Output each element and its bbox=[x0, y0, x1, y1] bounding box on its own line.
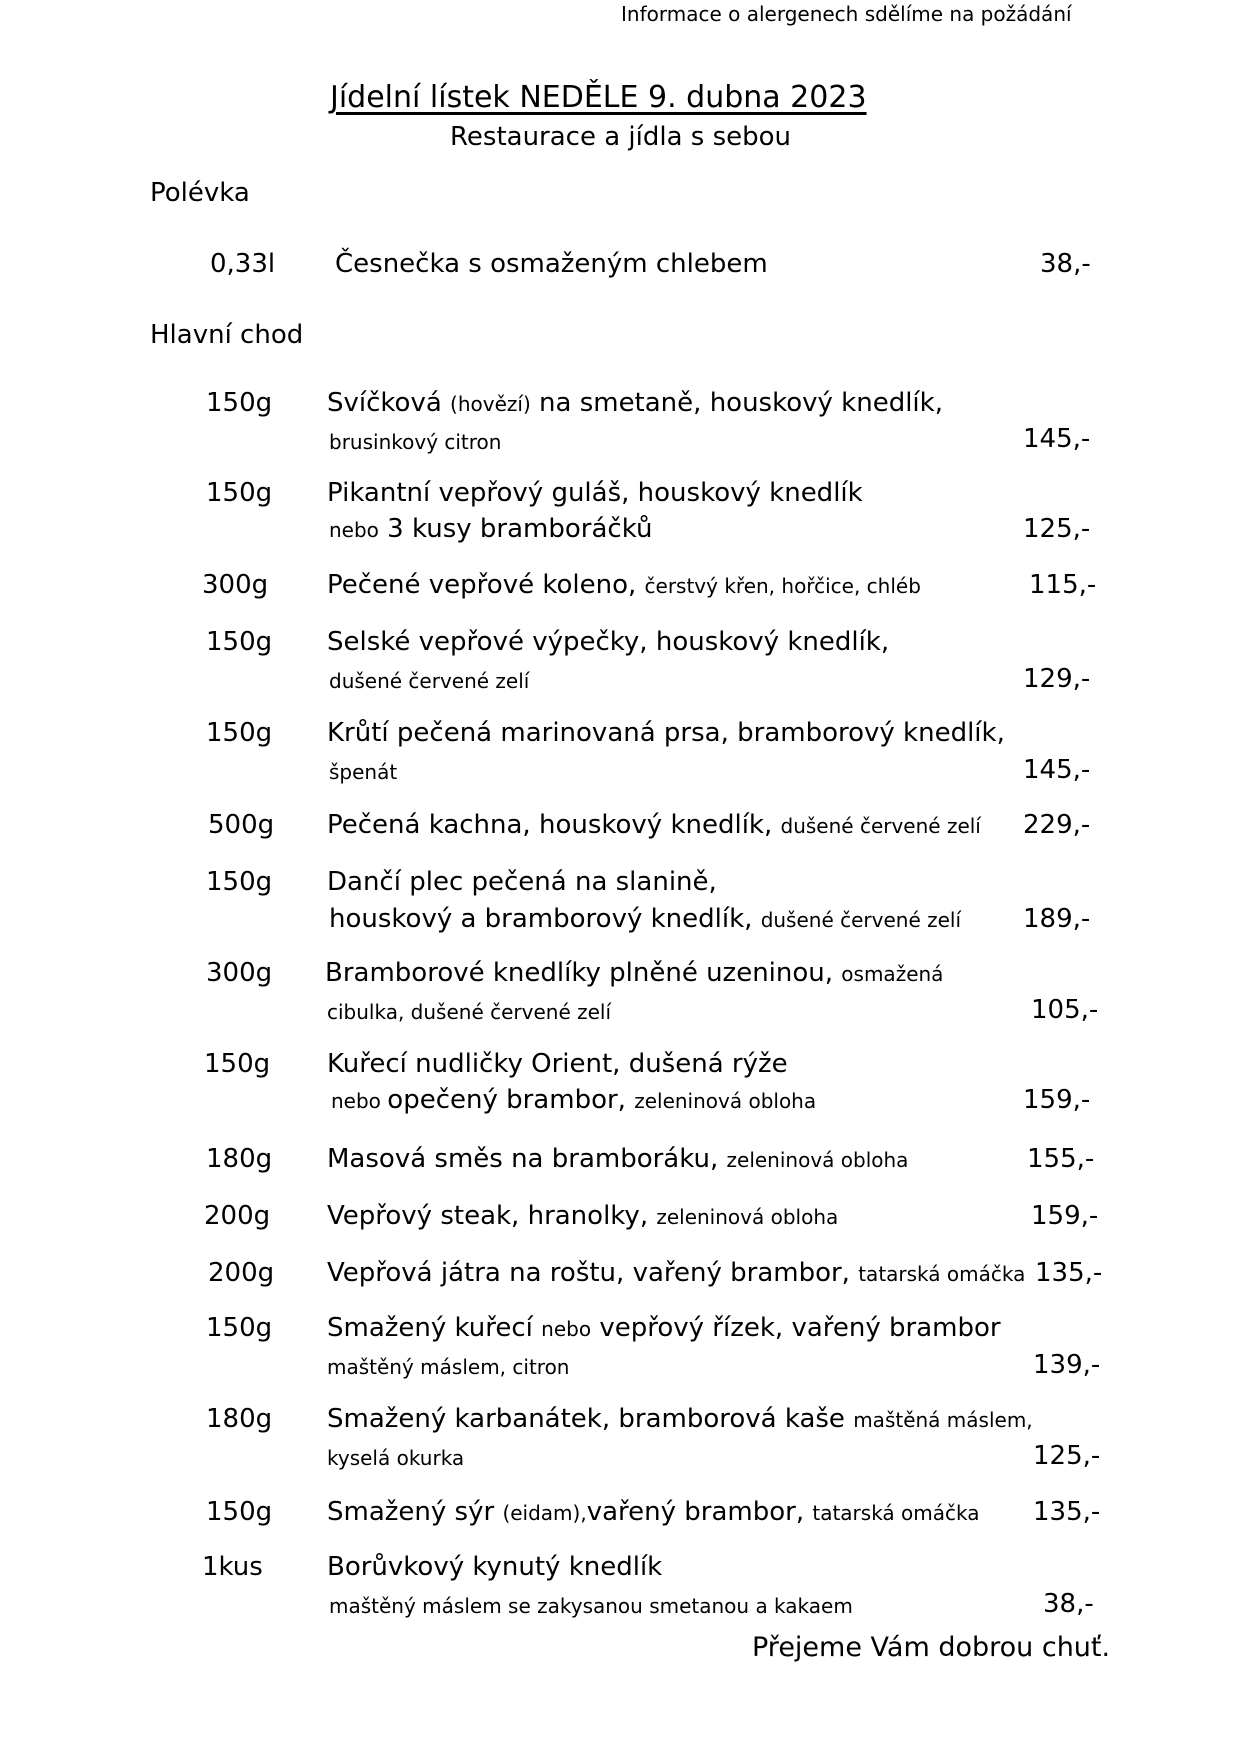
item-price: 145,- bbox=[1023, 424, 1091, 454]
item-line-1: Pikantní vepřový guláš, houskový knedlík bbox=[327, 478, 863, 508]
item-line-1: Bramborové knedlíky plněné uzeninou, osmažená bbox=[325, 958, 944, 988]
item-weight: 200g bbox=[204, 1201, 271, 1231]
item-line-2: dušené červené zelí bbox=[329, 669, 530, 693]
item-line-1: Smažený sýr (eidam),vařený brambor, tatarská omáčka bbox=[327, 1497, 980, 1527]
item-price: 155,- bbox=[1027, 1144, 1095, 1174]
item-line-1: Svíčková (hovězí) na smetaně, houskový knedlík, bbox=[327, 388, 943, 418]
item-weight: 200g bbox=[208, 1258, 275, 1288]
item-price: 189,- bbox=[1023, 904, 1091, 934]
item-weight: 150g bbox=[206, 388, 273, 418]
item-price: 129,- bbox=[1023, 664, 1091, 694]
item-line-2: nebo 3 kusy bramboráčků bbox=[329, 514, 653, 544]
item-weight: 1kus bbox=[202, 1552, 263, 1582]
item-weight: 300g bbox=[202, 570, 269, 600]
item-line-2: maštěný máslem, citron bbox=[327, 1355, 570, 1379]
section-main-heading: Hlavní chod bbox=[150, 320, 304, 350]
item-line-1: Masová směs na bramboráku, zeleninová obloha bbox=[327, 1144, 909, 1174]
item-weight: 150g bbox=[204, 1049, 271, 1079]
section-soup-heading: Polévka bbox=[150, 178, 250, 208]
item-price: 125,- bbox=[1023, 514, 1091, 544]
item-weight: 180g bbox=[206, 1404, 273, 1434]
item-name: Česnečka s osmaženým chlebem bbox=[335, 249, 768, 279]
item-line-2: brusinkový citron bbox=[329, 430, 502, 454]
item-weight: 300g bbox=[206, 958, 273, 988]
item-price: 159,- bbox=[1023, 1085, 1091, 1115]
item-price: 145,- bbox=[1023, 755, 1091, 785]
item-price: 135,- bbox=[1033, 1497, 1101, 1527]
item-price: 105,- bbox=[1031, 995, 1099, 1025]
item-weight: 150g bbox=[206, 1313, 273, 1343]
item-price: 38,- bbox=[1043, 1589, 1094, 1619]
item-line-2: houskový a bramborový knedlík, dušené červené zelí bbox=[329, 904, 962, 934]
item-price: 115,- bbox=[1029, 570, 1097, 600]
item-line-1: Selské vepřové výpečky, houskový knedlík, bbox=[327, 627, 890, 657]
item-line-1: Krůtí pečená marinovaná prsa, bramborový knedlík, bbox=[327, 718, 1005, 748]
item-line-2: kyselá okurka bbox=[327, 1446, 465, 1470]
item-line-2: špenát bbox=[329, 760, 398, 784]
menu-subtitle: Restaurace a jídla s sebou bbox=[450, 122, 792, 152]
item-weight: 150g bbox=[206, 1497, 273, 1527]
item-line-1: Pečená kachna, houskový knedlík, dušené červené zelí bbox=[327, 810, 981, 840]
item-weight: 150g bbox=[206, 478, 273, 508]
item-line-2: cibulka, dušené červené zelí bbox=[327, 1000, 612, 1024]
item-weight: 0,33l bbox=[210, 249, 276, 279]
closing-wish: Přejeme Vám dobrou chuť. bbox=[752, 1632, 1111, 1663]
item-weight: 150g bbox=[206, 867, 273, 897]
item-line-2: nebo opečený brambor, zeleninová obloha bbox=[331, 1085, 817, 1115]
item-line-1: Kuřecí nudličky Orient, dušená rýže bbox=[327, 1049, 788, 1079]
item-line-1: Vepřový steak, hranolky, zeleninová obloha bbox=[327, 1201, 839, 1231]
item-line-1: Dančí plec pečená na slanině, bbox=[327, 867, 717, 897]
item-line-1: Pečené vepřové koleno, čerstvý křen, hořčice, chléb bbox=[327, 570, 921, 600]
item-line-2: maštěný máslem se zakysanou smetanou a kakaem bbox=[329, 1594, 853, 1618]
item-price: 125,- bbox=[1033, 1441, 1101, 1471]
item-line-1: Vepřová játra na roštu, vařený brambor, tatarská omáčka bbox=[327, 1258, 1026, 1288]
item-weight: 180g bbox=[206, 1144, 273, 1174]
item-line-1: Borůvkový kynutý knedlík bbox=[327, 1552, 663, 1582]
item-price: 38,- bbox=[1040, 249, 1091, 279]
item-line-1: Smažený kuřecí nebo vepřový řízek, vařený brambor bbox=[327, 1313, 1001, 1343]
item-line-1: Smažený karbanátek, bramborová kaše maštěná máslem, bbox=[327, 1404, 1033, 1434]
allergen-note: Informace o alergenech sdělíme na požádání bbox=[621, 2, 1072, 26]
item-price: 139,- bbox=[1033, 1350, 1101, 1380]
menu-title: Jídelní lístek NEDĚLE 9. dubna 2023 bbox=[330, 80, 867, 115]
item-weight: 150g bbox=[206, 718, 273, 748]
item-weight: 500g bbox=[208, 810, 275, 840]
item-weight: 150g bbox=[206, 627, 273, 657]
item-price: 135,- bbox=[1035, 1258, 1103, 1288]
item-price: 229,- bbox=[1023, 810, 1091, 840]
item-price: 159,- bbox=[1031, 1201, 1099, 1231]
